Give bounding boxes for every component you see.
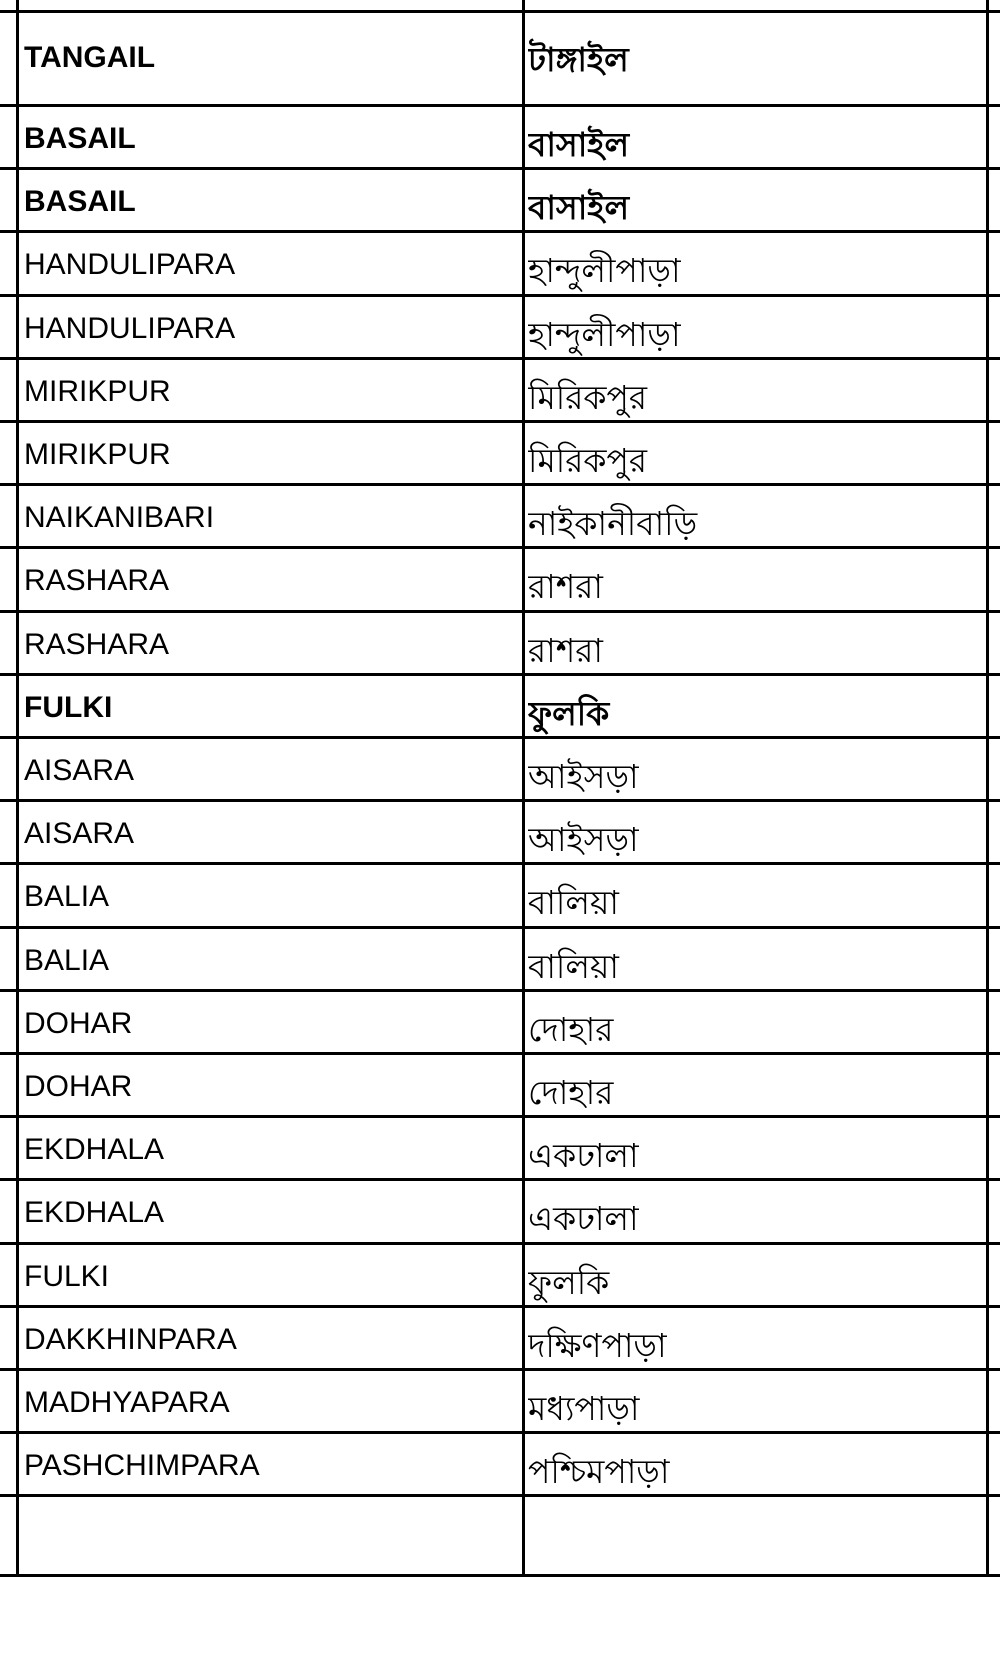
english-name-cell: DAKKHINPARA [24,1322,237,1356]
english-name-cell: FULKI [24,690,113,724]
table-row [0,865,1000,928]
english-name-cell: AISARA [24,817,135,851]
english-name-cell: EKDHALA [24,1196,165,1230]
bengali-name-cell: একঢালা [528,1199,639,1239]
bengali-name-cell: নাইকানীবাড়ি [528,504,698,544]
bengali-name-cell: বাসাইল [528,188,630,228]
bengali-name-cell: দক্ষিণপাড়া [528,1325,667,1365]
table-row [0,1055,1000,1118]
english-name-cell: EKDHALA [24,1133,165,1167]
bengali-name-cell: দোহার [528,1073,614,1112]
english-name-cell: DOHAR [24,1070,133,1104]
bengali-name-cell: দোহার [528,1009,614,1049]
bengali-name-cell: বাসাইল [528,125,630,164]
table-row [0,613,1000,676]
english-name-cell: BALIA [24,943,110,977]
table-row [0,549,1000,612]
bengali-name-cell: পশ্চিমপাড়া [528,1452,670,1492]
bengali-name-cell: বালিয়া [528,946,619,986]
table-row [0,297,1000,360]
english-name-cell: BASAIL [24,122,136,156]
table-left-border [16,0,19,1576]
table-row [0,676,1000,739]
table-row [0,992,1000,1055]
table-row [0,929,1000,992]
english-name-cell: MADHYAPARA [24,1386,230,1420]
english-name-cell: PASHCHIMPARA [24,1449,260,1483]
bengali-name-cell: আইসড়া [528,820,639,860]
bengali-name-cell: হান্দুলীপাড়া [528,251,681,291]
table-row [0,486,1000,549]
table-row [0,170,1000,233]
english-name-cell: TANGAIL [24,41,156,74]
table-row [0,1371,1000,1434]
table-bottom-border [0,1574,1000,1577]
table-row [0,1118,1000,1181]
bengali-name-cell: হান্দুলীপাড়া [528,314,681,354]
english-name-cell: HANDULIPARA [24,311,236,345]
bengali-name-cell: মধ্যপাড়া [528,1389,640,1428]
english-name-cell: AISARA [24,754,135,788]
bengali-name-cell: টাঙ্গাইল [528,40,629,79]
english-name-cell: MIRIKPUR [24,438,171,472]
table-row [0,107,1000,170]
bengali-name-cell: ফুলকি [528,1262,610,1302]
english-name-cell: NAIKANIBARI [24,501,215,535]
bengali-name-cell: আইসড়া [528,757,639,796]
table-row [0,802,1000,865]
english-name-cell: MIRIKPUR [24,374,171,408]
english-name-cell: FULKI [24,1259,110,1293]
table-row [0,360,1000,423]
table-row [0,1245,1000,1308]
bengali-name-cell: মিরিকপুর [528,441,647,480]
table-row [0,233,1000,296]
table-row [0,1308,1000,1371]
bengali-name-cell: ফুলকি [528,693,610,733]
bengali-name-cell: বালিয়া [528,883,619,923]
table-column-divider [522,0,525,1576]
english-name-cell: HANDULIPARA [24,248,236,282]
bengali-name-cell: রাশরা [528,567,603,607]
table-row [0,1181,1000,1244]
table-row [0,739,1000,802]
table-row [0,1434,1000,1497]
english-name-cell: DOHAR [24,1006,133,1040]
bengali-name-cell: রাশরা [528,630,603,670]
table-row [0,423,1000,486]
english-name-cell: BASAIL [24,185,136,219]
english-name-cell: BALIA [24,880,110,914]
table-right-border [986,0,989,1576]
bengali-name-cell: একঢালা [528,1136,639,1176]
table-row [0,12,1000,107]
bengali-name-cell: মিরিকপুর [528,377,647,417]
english-name-cell: RASHARA [24,564,170,598]
english-name-cell: RASHARA [24,627,170,661]
